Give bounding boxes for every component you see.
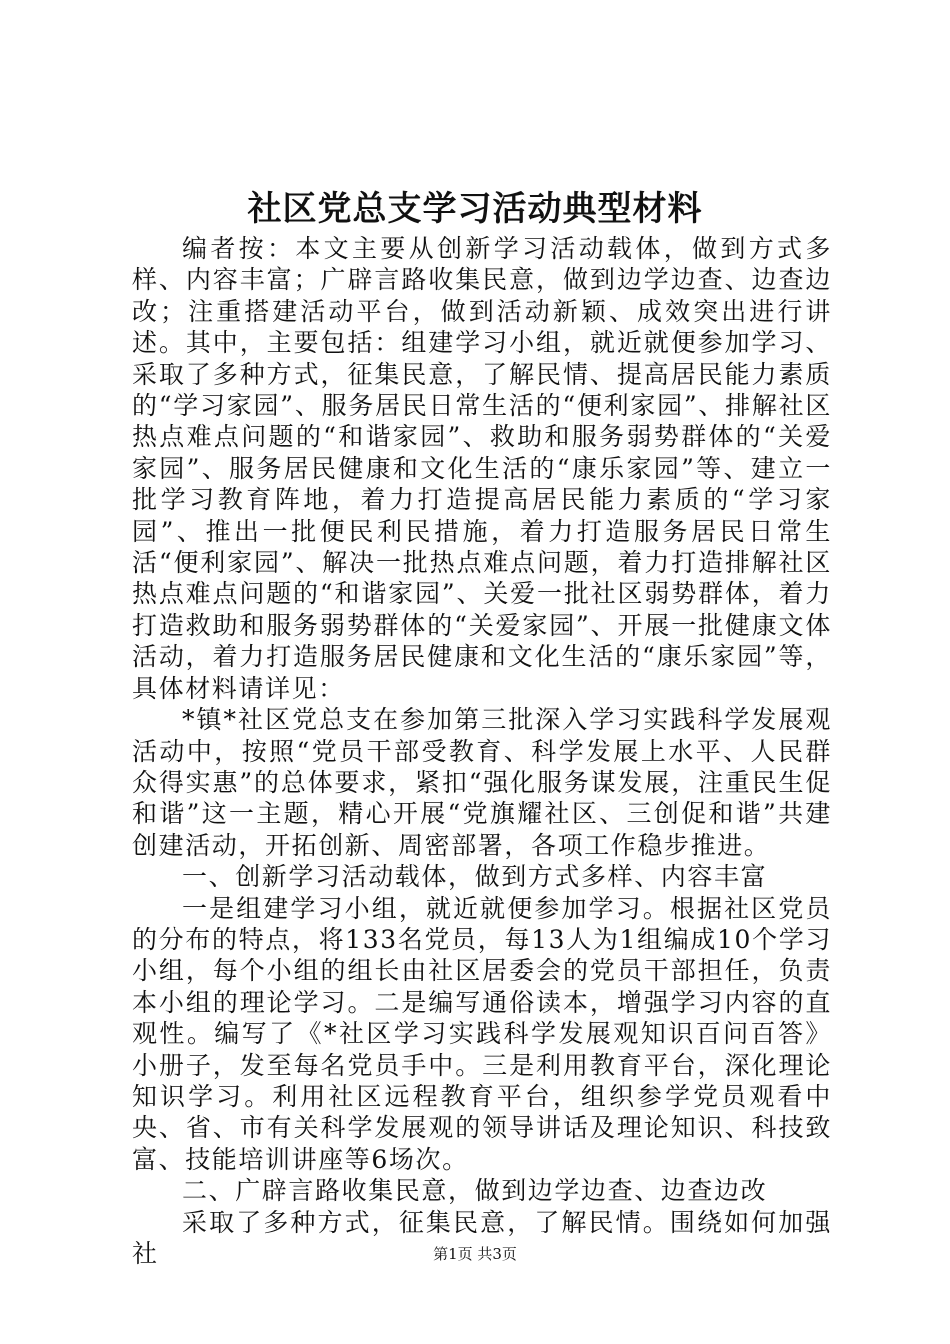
- section-heading-2: 二、广辟言路收集民意，做到边学边查、边查边改: [182, 1176, 768, 1206]
- editor-note-paragraph: 编者按：本文主要从创新学习活动载体，做到方式多样、内容丰富；广辟言路收集民意，做到边学边查、边查边改；注重搭建活动平台，做到活动新颖、成效突出进行讲述。其中，主要包括：组建学习小组，就近就便参加学习、采取了多种方式，征集民意，了解民情、提高居民能力素质的“学习家园”、服务居民日常生活的“便利家园”、排解社区热点难点问题的“和谐家园”、救助和服务弱势群体的“关爱家园”、服务居民健康和文化生活的“康乐家园”等、建立一批学习教育阵地，着力打造提高居民能力素质的“学习家园”、推出一批便民利民措施，着力打造服务居民日常生活“便利家园”、解决一批热点难点问题，着力打造排解社区热点难点问题的“和谐家园”、关爱一批社区弱势群体，着力打造救助和服务弱势群体的“关爱家园”、开展一批健康文体活动，着力打造服务居民健康和文化生活的“康乐家园”等，具体材料请详见：: [132, 234, 832, 703]
- section-1-paragraph: 一是组建学习小组，就近就便参加学习。根据社区党员的分布的特点，将133名党员，每13人为1组编成10个学习小组，每个小组的组长由社区居委会的党员干部担任，负责本小组的理论学习。二是编写通俗读本，增强学习内容的直观性。编写了《*社区学习实践科学发展观知识百问百答》小册子，发至每名党员手中。三是利用教育平台，深化理论知识学习。利用社区远程教育平台，组织参学党员观看中央、省、市有关科学发展观的领导讲话及理论知识、科技致富、技能培训讲座等6场次。: [132, 893, 832, 1174]
- document-body: [132, 233, 832, 1269]
- section-heading-1: 一、创新学习活动载体，做到方式多样、内容丰富: [182, 862, 768, 892]
- intro-paragraph: *镇*社区党总支在参加第三批深入学习实践科学发展观活动中，按照“党员干部受教育、科学发展上水平、人民群众得实惠”的总体要求，紧扣“强化服务谋发展，注重民生促和谐”这一主题，精心开展“党旗耀社区、三创促和谐”共建创建活动，开拓创新、周密部署，各项工作稳步推进。: [132, 705, 832, 860]
- document-title: 社区党总支学习活动典型材料: [247, 189, 703, 229]
- section-2-paragraph: 采取了多种方式，征集民意，了解民情。围绕如何加强社: [132, 1207, 832, 1268]
- page-footer: 第1页 共3页: [433, 1245, 517, 1263]
